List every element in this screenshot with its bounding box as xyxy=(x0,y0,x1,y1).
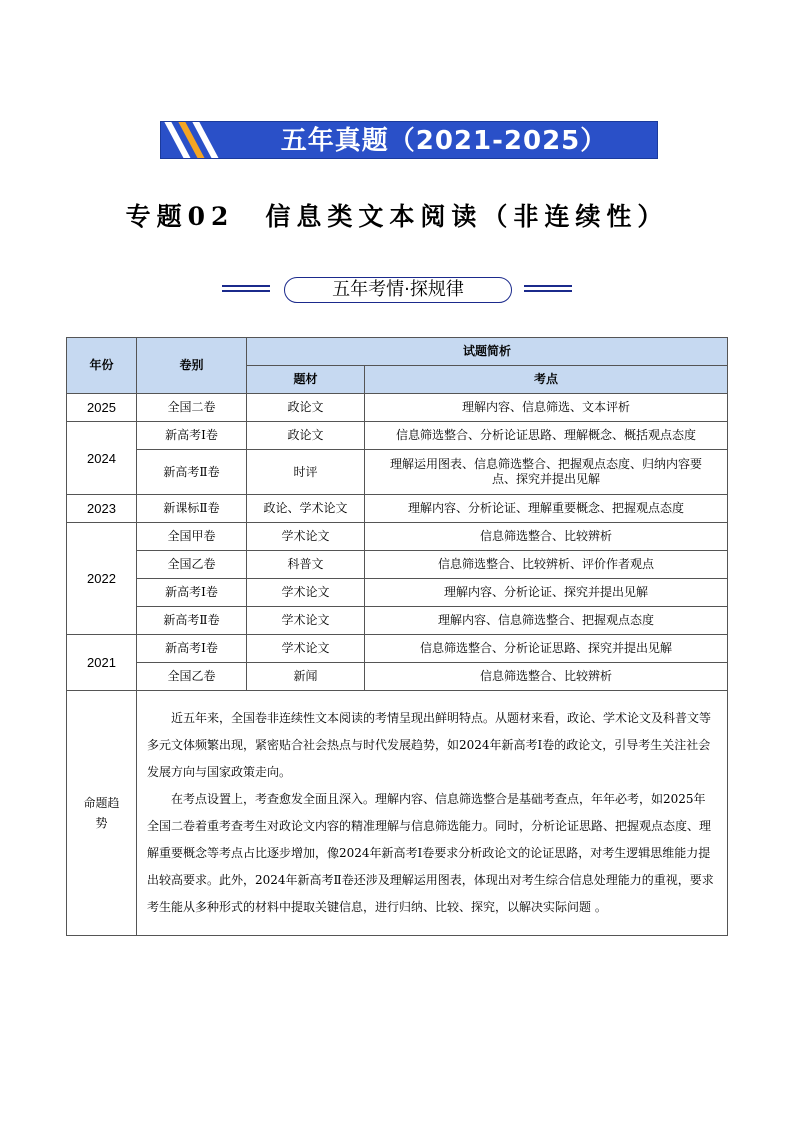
points-cell: 理解内容、信息筛选整合、把握观点态度 xyxy=(365,607,728,635)
year-cell: 2022 xyxy=(67,523,137,635)
trend-paragraph: 在考点设置上，考查愈发全面且深入。理解内容、信息筛选整合是基础考查点，年年必考，如2025年全国二卷着重考查考生对政论文内容的精准理解与信息筛选能力。同时，分析论证思路、把握观点态度、理解重要概念等考点占比逐步增加，像2024年新高考Ⅰ卷要求分析政论文的论证思路，对考生逻辑思维能力提出较高要求。此外，2024年新高考Ⅱ卷还涉及理解运用图表，体现出对考生综合信息处理能力的重视，要求考生能从多种形式的材料中提取关键信息，进行归纳、比较、探究，以解决实际问题 。 xyxy=(147,792,714,914)
paper-cell: 全国二卷 xyxy=(137,394,247,422)
material-cell: 政论文 xyxy=(247,422,365,450)
table-row xyxy=(67,394,728,422)
exam-table xyxy=(66,337,728,936)
points-cell: 理解内容、分析论证、理解重要概念、把握观点态度 xyxy=(365,495,728,523)
paper-cell: 新高考Ⅱ卷 xyxy=(137,607,247,635)
header-paper: 卷别 xyxy=(137,338,247,394)
material-cell: 政论文 xyxy=(247,394,365,422)
paper-cell: 新高考Ⅰ卷 xyxy=(137,579,247,607)
header-points: 考点 xyxy=(365,366,728,394)
paper-cell: 全国乙卷 xyxy=(137,663,247,691)
header-material: 题材 xyxy=(247,366,365,394)
header-overview: 试题简析 xyxy=(247,338,728,366)
paper-cell: 全国乙卷 xyxy=(137,551,247,579)
material-cell: 新闻 xyxy=(247,663,365,691)
material-cell: 学术论文 xyxy=(247,635,365,663)
material-cell: 学术论文 xyxy=(247,607,365,635)
material-cell: 政论、学术论文 xyxy=(247,495,365,523)
title-banner xyxy=(160,121,658,159)
material-cell: 科普文 xyxy=(247,551,365,579)
paper-cell: 新高考Ⅰ卷 xyxy=(137,635,247,663)
points-cell: 信息筛选整合、分析论证思路、理解概念、概括观点态度 xyxy=(365,422,728,450)
paper-cell: 全国甲卷 xyxy=(137,523,247,551)
points-cell: 信息筛选整合、比较辨析 xyxy=(365,523,728,551)
paper-cell: 新高考Ⅱ卷 xyxy=(137,450,247,495)
points-cell: 理解运用图表、信息筛选整合、把握观点态度、归纳内容要点、探究并提出见解 xyxy=(365,450,728,495)
trend-label: 命题趋势 xyxy=(67,691,137,936)
year-cell: 2023 xyxy=(67,495,137,523)
year-cell: 2025 xyxy=(67,394,137,422)
trend-row xyxy=(67,691,728,936)
table-row xyxy=(67,450,728,495)
paper-cell: 新高考Ⅰ卷 xyxy=(137,422,247,450)
table-row xyxy=(67,422,728,450)
points-cell: 理解内容、分析论证、探究并提出见解 xyxy=(365,579,728,607)
section-title: 五年考情·探规律 xyxy=(284,277,512,303)
paper-cell: 新课标Ⅱ卷 xyxy=(137,495,247,523)
material-cell: 学术论文 xyxy=(247,579,365,607)
table-row xyxy=(67,495,728,523)
material-cell: 时评 xyxy=(247,450,365,495)
year-cell: 2024 xyxy=(67,422,137,495)
table-row xyxy=(67,551,728,579)
decor-lines-left xyxy=(222,285,270,297)
banner-title: 五年真题（2021-2025） xyxy=(280,126,608,156)
topic-title: 专题02 信息类文本阅读（非连续性） xyxy=(125,202,669,231)
header-year: 年份 xyxy=(67,338,137,394)
points-cell: 信息筛选整合、比较辨析、评价作者观点 xyxy=(365,551,728,579)
decor-lines-right xyxy=(524,285,572,297)
table-row xyxy=(67,663,728,691)
trend-paragraph: 近五年来，全国卷非连续性文本阅读的考情呈现出鲜明特点。从题材来看，政论、学术论文及科普文等多元文体频繁出现，紧密贴合社会热点与时代发展趋势，如2024年新高考Ⅰ卷的政论文，引导考生关注社会发展方向与国家政策走向。 xyxy=(147,711,712,779)
table-row xyxy=(67,579,728,607)
table-header-row xyxy=(67,338,728,366)
points-cell: 信息筛选整合、分析论证思路、探究并提出见解 xyxy=(365,635,728,663)
table-row xyxy=(67,523,728,551)
section-heading xyxy=(222,277,572,305)
material-cell: 学术论文 xyxy=(247,523,365,551)
table-row xyxy=(67,607,728,635)
year-cell: 2021 xyxy=(67,635,137,691)
table-row xyxy=(67,635,728,663)
points-cell: 理解内容、信息筛选、文本评析 xyxy=(365,394,728,422)
trend-content xyxy=(137,691,728,936)
points-cell: 信息筛选整合、比较辨析 xyxy=(365,663,728,691)
